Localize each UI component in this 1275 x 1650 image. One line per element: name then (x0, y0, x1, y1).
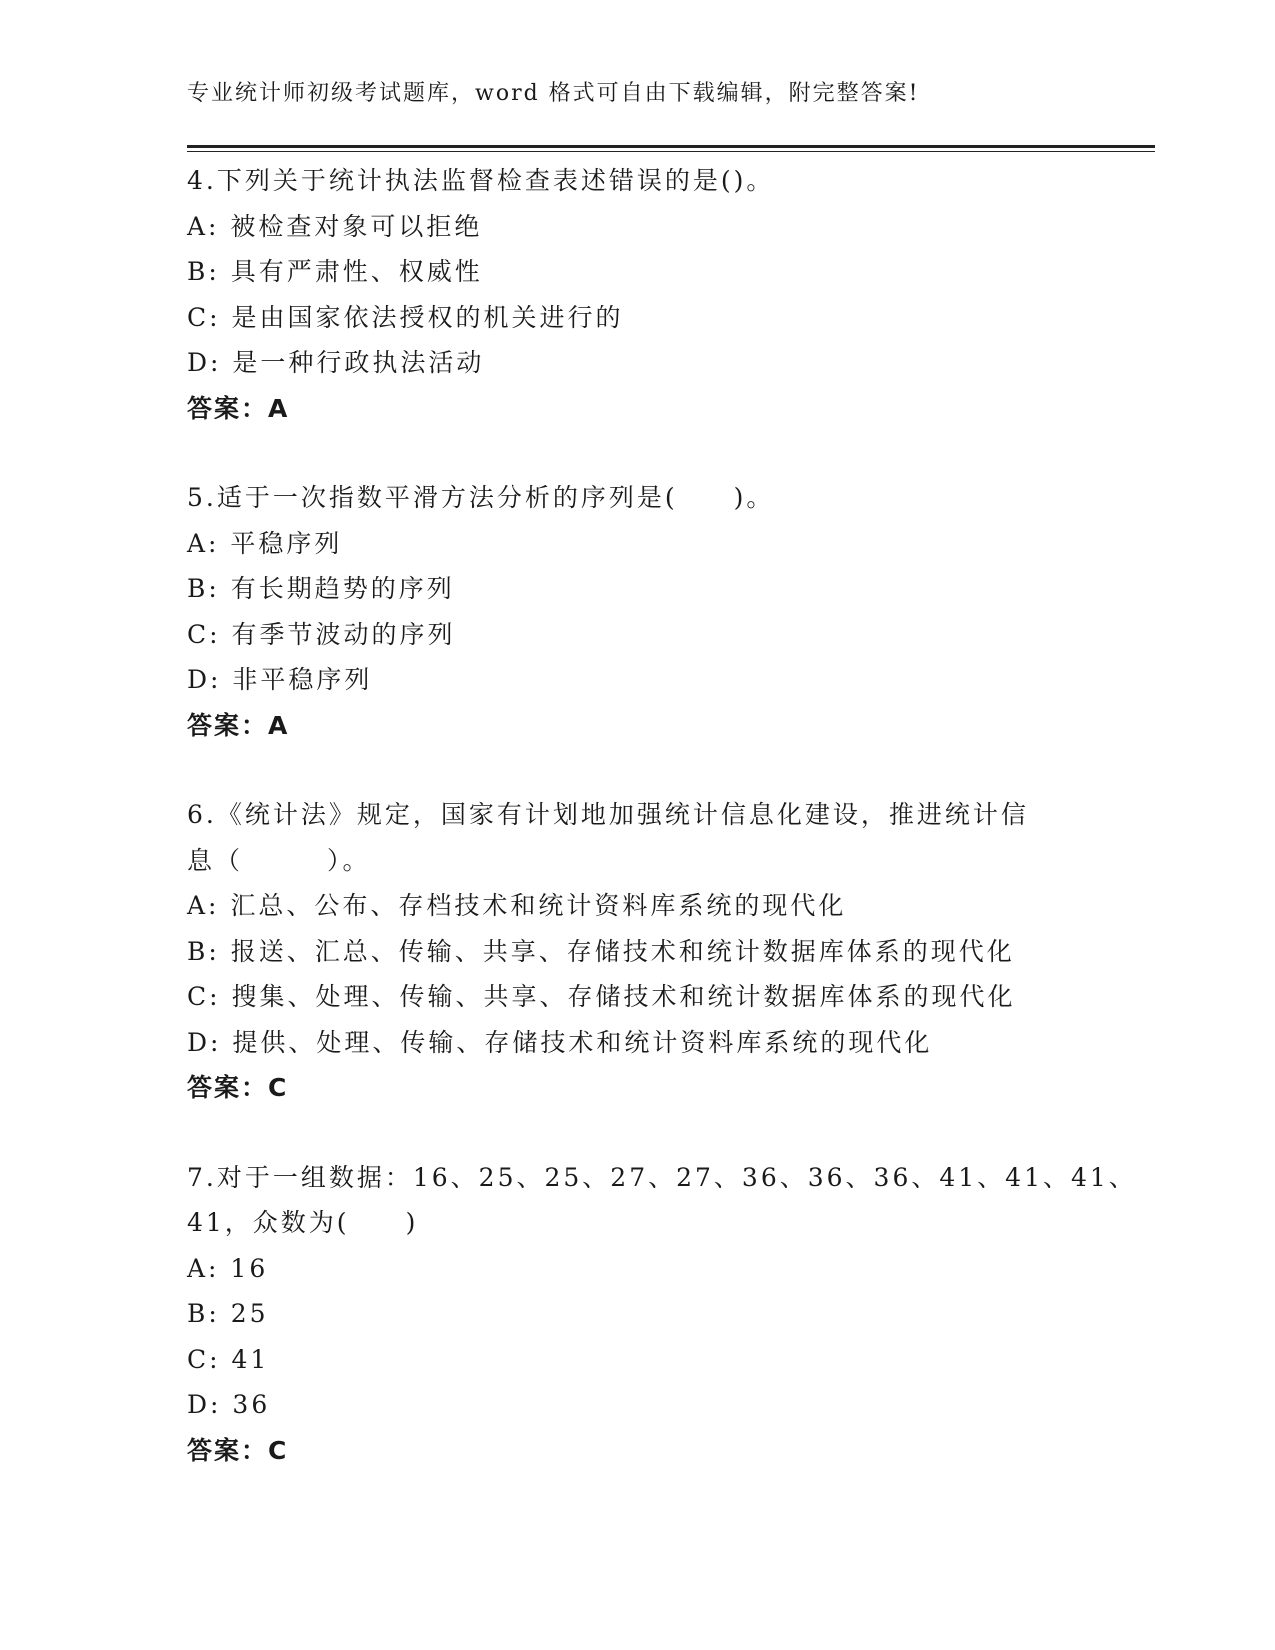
question-block (187, 1155, 1137, 1474)
header-rule-thin (187, 151, 1155, 152)
correct-answer: 答案：A (187, 393, 290, 423)
question-stem: 41，众数为( ) (187, 1208, 419, 1237)
header-rule-thick (187, 145, 1155, 148)
answer-option: D: 提供、处理、传输、存储技术和统计资料库系统的现代化 (187, 1027, 933, 1057)
answer-option: B: 报送、汇总、传输、共享、存储技术和统计数据库体系的现代化 (187, 936, 1015, 966)
correct-answer: 答案：C (187, 1073, 289, 1102)
page-header: 专业统计师初级考试题库，word 格式可自由下载编辑，附完整答案! (187, 81, 920, 106)
question-stem: 4.下列关于统计执法监督检查表述错误的是()。 (187, 166, 775, 195)
correct-answer: 答案：C (187, 1435, 289, 1465)
answer-option: A: 16 (187, 1253, 269, 1283)
answer-option: D: 36 (187, 1390, 271, 1419)
question-stem: 息（ ）。 (187, 845, 371, 875)
answer-option: C: 是由国家依法授权的机关进行的 (187, 302, 624, 332)
answer-option: D: 是一种行政执法活动 (187, 348, 485, 377)
answer-option: C: 搜集、处理、传输、共享、存储技术和统计数据库体系的现代化 (187, 982, 1016, 1011)
answer-option: C: 有季节波动的序列 (187, 619, 456, 649)
answer-option: B: 25 (187, 1299, 269, 1328)
question-block (187, 475, 1087, 748)
answer-option: A: 汇总、公布、存档技术和统计资料库系统的现代化 (187, 891, 847, 920)
question-list (187, 158, 1137, 1517)
question-block (187, 792, 1087, 1111)
answer-option: B: 有长期趋势的序列 (187, 574, 455, 603)
answer-option: A: 被检查对象可以拒绝 (187, 211, 483, 241)
question-stem: 7.对于一组数据：16、25、25、27、27、36、36、36、41、41、41、 (187, 1162, 1137, 1192)
correct-answer: 答案：A (187, 710, 290, 740)
answer-option: B: 具有严肃性、权威性 (187, 257, 483, 286)
answer-option: D: 非平稳序列 (187, 665, 373, 694)
question-stem: 5.适于一次指数平滑方法分析的序列是( )。 (187, 483, 775, 512)
answer-option: A: 平稳序列 (187, 528, 343, 558)
question-block (187, 158, 1087, 431)
question-stem: 6.《统计法》规定，国家有计划地加强统计信息化建设，推进统计信 (187, 800, 1029, 829)
answer-option: C: 41 (187, 1344, 270, 1374)
